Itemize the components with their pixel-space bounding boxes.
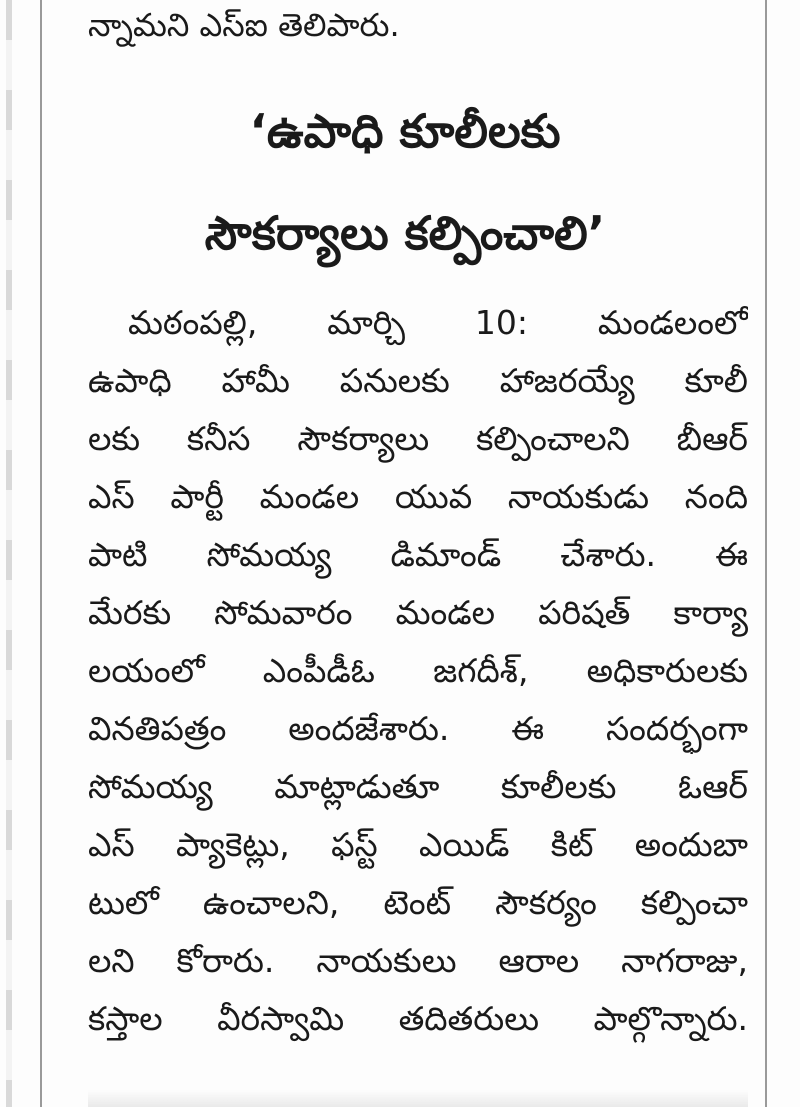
body-line: కస్తాల వీరస్వామి తదితరులు పాల్గొన్నారు. (88, 999, 748, 1038)
body-line: లయంలో ఎంపీడీఓ జగదీశ్, అధికారులకు (88, 651, 748, 690)
previous-article-tail: న్నామని ఎస్ఐ తెలిపారు. (88, 6, 400, 44)
body-line: సోమయ్య మాట్లాడుతూ కూలీలకు ఓఆర్ (88, 767, 748, 806)
body-line: ఎస్ ప్యాకెట్లు, ఫస్ట్ ఎయిడ్ కిట్ అందుబా (88, 825, 748, 864)
body-line: మేరకు సోమవారం మండల పరిషత్ కార్యా (88, 593, 748, 632)
column-rule-right (765, 0, 767, 1107)
column-rule-left (40, 0, 42, 1107)
body-line: లకు కనీస సౌకర్యాలు కల్పించాలని బీఆర్ (88, 419, 748, 458)
body-line: ఉపాధి హామీ పనులకు హాజరయ్యే కూలీ (88, 361, 748, 400)
body-line: ఎస్ పార్టీ మండల యువ నాయకుడు నంది (88, 477, 748, 516)
body-line: మఠంపల్లి, మార్చి 10: మండలంలో (128, 303, 748, 342)
next-article-edge (88, 1090, 748, 1107)
body-line: పాటి సోమయ్య డిమాండ్ చేశారు. ఈ (88, 535, 748, 574)
headline-line-1: ‘ఉపాధి కూలీలకు (249, 104, 561, 158)
headline-line-2: సౌకర్యాలు కల్పించాలి’ (204, 206, 606, 260)
body-line: టులో ఉంచాలని, టెంట్ సౌకర్యం కల్పించా (88, 883, 748, 922)
body-line: వినతిపత్రం అందజేశారు. ఈ సందర్భంగా (88, 709, 748, 748)
adjacent-column-edge (6, 0, 12, 1107)
body-line: లని కోరారు. నాయకులు ఆరాల నాగరాజు, (88, 941, 748, 980)
